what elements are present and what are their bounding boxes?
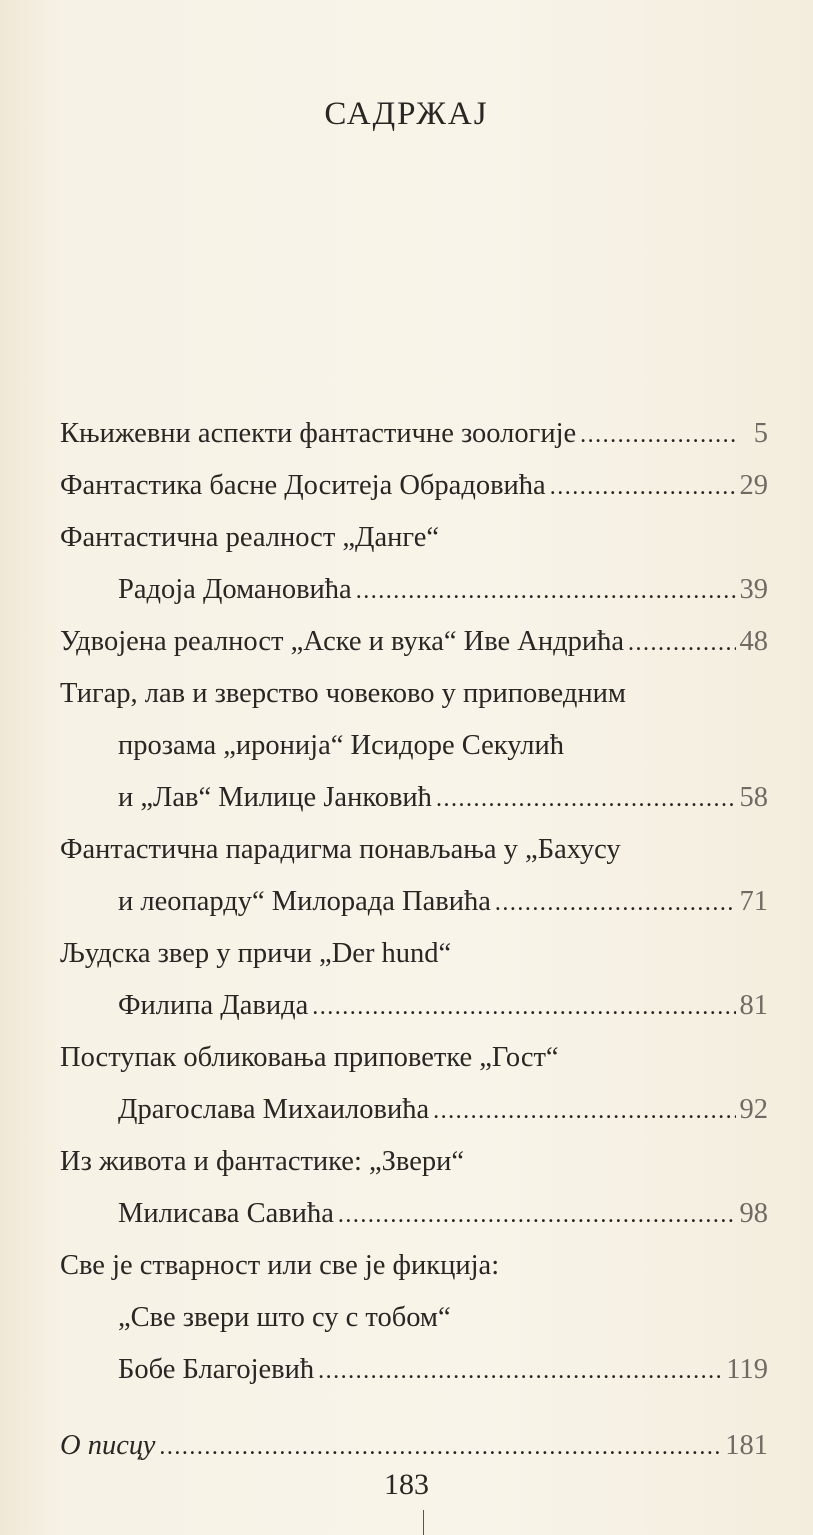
page-title: САДРЖАЈ [324,96,489,132]
toc-page-number: 48 [739,626,768,657]
toc-entry-title: Људска звер у причи „Der hund“ [60,938,452,969]
toc-entry-title: Бобе Благојевић [118,1354,315,1385]
leader-dots [356,564,736,617]
gutter-line [423,1510,424,1535]
toc-entry [60,1136,768,1188]
toc-entry-title: Поступак обликовања приповетке „Гост“ [60,1042,559,1073]
toc-page-number: 98 [739,1198,768,1229]
toc-page-number: 71 [739,886,768,917]
toc-entry-continuation [60,1344,768,1396]
toc-page-number: 5 [753,418,768,449]
toc-entry-title: Филипа Давида [118,990,309,1021]
toc-entry [60,928,768,980]
table-of-contents [60,408,768,1472]
toc-entry [60,668,768,720]
page-number-footer: 183 [384,1468,429,1501]
toc-entry-title: прозама „иронија“ Исидоре Секулић [118,730,564,761]
toc-entry [60,512,768,564]
toc-entry-title: Књижевни аспекти фантастичне зоологије [60,418,577,449]
toc-entry-title: Радоја Домановића [118,574,352,605]
section-gap [60,1396,768,1420]
toc-entry-title: Све је стварност или све је фикција: [60,1250,500,1281]
toc-entry-continuation [60,1188,768,1240]
toc-entry-title: Драгослава Михаиловића [118,1094,430,1125]
toc-page-number: 29 [739,470,768,501]
leader-dots [495,876,736,929]
leader-dots [433,1084,735,1137]
toc-entry [60,408,768,460]
leader-dots [550,460,736,513]
toc-entry-title: Фантастична парадигма понављања у „Бахусу [60,834,621,865]
toc-page-number: 58 [739,782,768,813]
toc-entry-continuation [60,980,768,1032]
toc-entry-continuation [60,772,768,824]
toc-entry-title: и леопарду“ Милорада Павића [118,886,491,917]
toc-entry [60,1032,768,1084]
leader-dots [580,408,736,461]
toc-entry [60,1240,768,1292]
toc-entry-continuation [60,1084,768,1136]
toc-entry-title: Фантастична реалност „Данге“ [60,522,440,553]
leader-dots [436,772,736,825]
toc-entry-continuation [60,876,768,928]
toc-entry [60,616,768,668]
toc-entry-continuation [60,1292,768,1344]
leader-dots [159,1420,721,1473]
toc-entry-title: Из живота и фантастике: „Звери“ [60,1146,465,1177]
toc-page-number: 39 [739,574,768,605]
toc-page-number: 81 [739,990,768,1021]
toc-page-number: 181 [725,1430,768,1461]
toc-page-number: 119 [726,1354,768,1385]
toc-entry-title: Тигар, лав и зверство човеково у приповедним [60,678,626,709]
toc-page-number: 92 [739,1094,768,1125]
toc-entry [60,460,768,512]
toc-entry-title: Милисава Савића [118,1198,334,1229]
toc-entry-about-author [60,1420,768,1472]
leader-dots [628,616,735,669]
toc-entry-title: и „Лав“ Милице Јанковић [118,782,432,813]
leader-dots [318,1344,722,1397]
leader-dots [312,980,735,1033]
toc-entry-continuation [60,564,768,616]
toc-entry-continuation [60,720,768,772]
toc-entry-title: О писцу [60,1430,156,1461]
leader-dots [338,1188,736,1241]
toc-entry-title: Фантастика басне Доситеја Обрадовића [60,470,546,501]
toc-entry [60,824,768,876]
toc-entry-title: Удвојена реалност „Аске и вука“ Иве Андрића [60,626,625,657]
toc-entry-title: „Све звери што су с тобом“ [118,1302,451,1333]
